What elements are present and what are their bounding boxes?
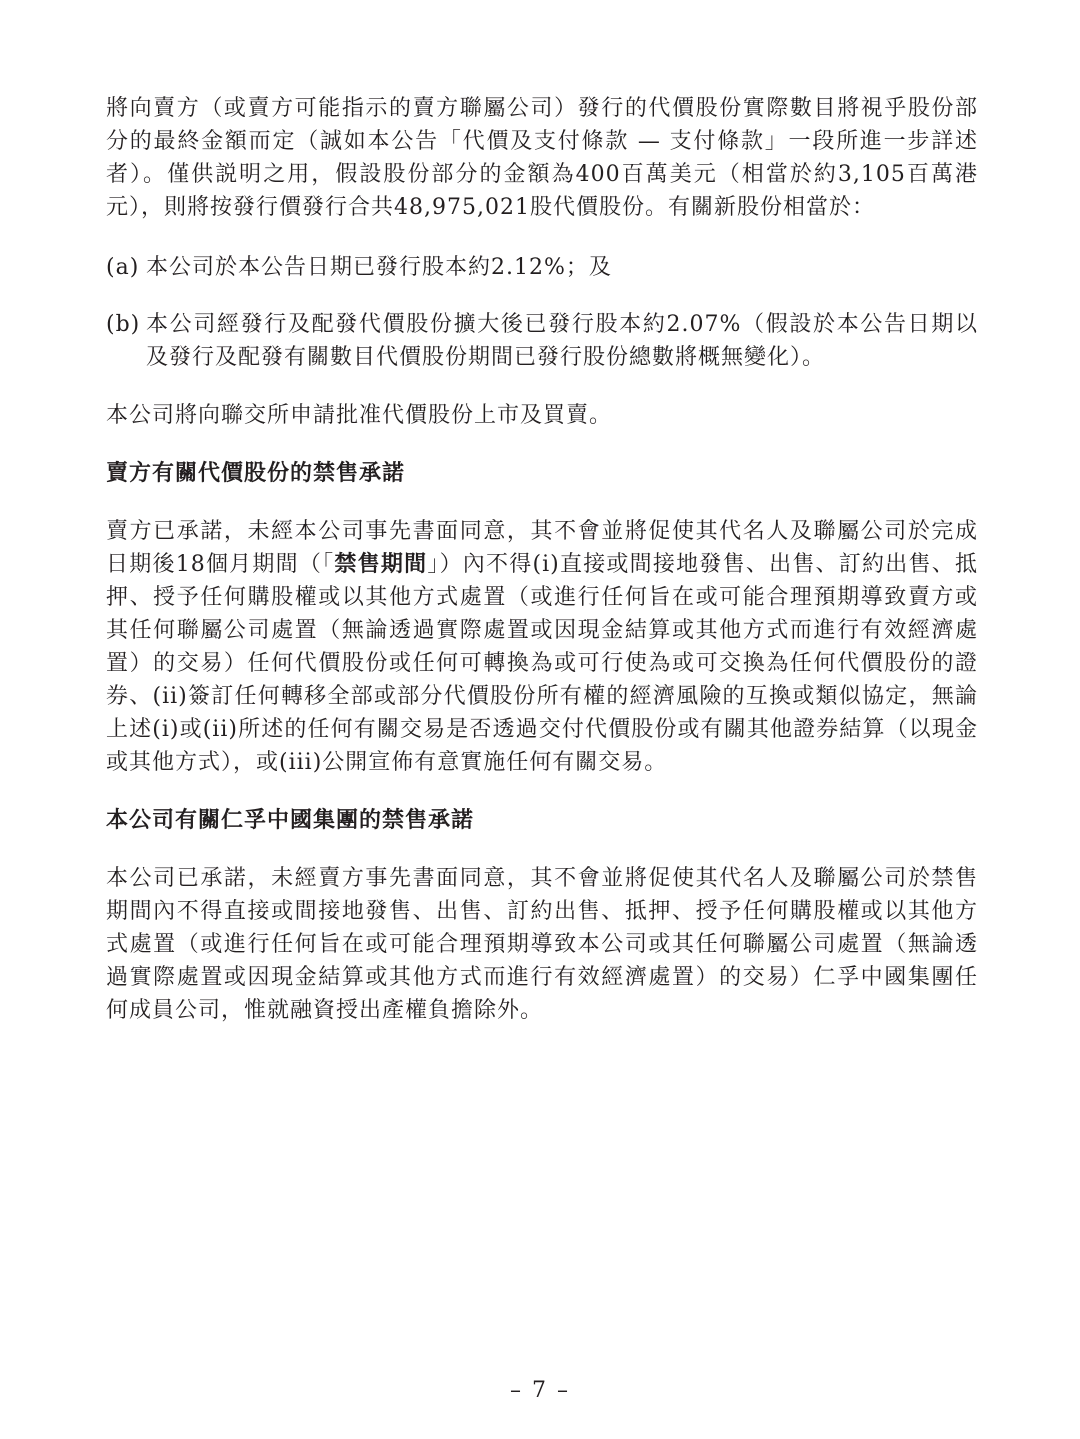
list-item-b [106,308,978,374]
paragraph-company-lockup: 本公司已承諾，未經賣方事先書面同意，其不會並將促使其代名人及聯屬公司於禁售期間內不得直接或間接地發售、出售、訂約出售、抵押、授予任何購股權或以其他方式處置（或進行任何旨在或可能合理預期導致本公司或其任何聯屬公司處置（無論透過實際處置或因現金結算或其他方式而進行有效經濟處置）的交易）仁孚中國集團任何成員公司，惟就融資授出產權負擔除外。 [106,866,978,1023]
paragraph-consideration-shares: 將向賣方（或賣方可能指示的賣方聯屬公司）發行的代價股份實際數目將視乎股份部分的最終金額而定（誠如本公告「代價及支付條款 — 支付條款」一段所進一步詳述者）。僅供説明之用，假設股份部分的金額為400百萬美元（相當於約3,105百萬港元），則將按發行價發行合共48,975,021股代價股份。有關新股份相當於： [106,96,978,220]
page-number: – 7 – [510,1378,570,1403]
list-item-text: 本公司於本公告日期已發行股本約2.12%；及 [146,255,612,280]
section-heading-company-lockup: 本公司有關仁孚中國集團的禁售承諾 [106,807,475,833]
vendor-lockup-text-start: 賣方已承諾，未經本公司事先書面同意，其不會並將促使其代名人及聯屬公司於完成日期後18個月期間（「 [106,519,978,577]
list-marker: (b) [106,312,141,337]
lockup-period-term: 禁售期間 [334,551,428,577]
list-item-text: 本公司經發行及配發代價股份擴大後已發行股本約2.07%（假設於本公告日期以及發行及配發有關數目代價股份期間已發行股份總數將概無變化）。 [146,312,978,370]
list-marker: (a) [106,255,140,280]
vendor-lockup-text-end: 」）內不得(i)直接或間接地發售、出售、訂約出售、抵押、授予任何購股權或以其他方式處置（或進行任何旨在或可能合理預期導致賣方或其任何聯屬公司處置（無論透過實際處置或因現金結算或其他方式而進行有效經濟處置）的交易）任何代價股份或任何可轉換為或可行使為或可交換為任何代價股份的證券、(ii)簽訂任何轉移全部或部分代價股份所有權的經濟風險的互換或類似協定，無論上述(i)或(ii)所述的任何有關交易是否透過交付代價股份或有關其他證券結算（以現金或其他方式），或(iii)公開宣佈有意實施任何有關交易。 [106,552,978,775]
paragraph-vendor-lockup [106,515,978,779]
list-item-a [106,251,978,284]
paragraph-listing-application: 本公司將向聯交所申請批准代價股份上市及買賣。 [106,403,613,428]
document-body [106,92,978,1027]
section-heading-vendor-lockup: 賣方有關代價股份的禁售承諾 [106,460,406,486]
